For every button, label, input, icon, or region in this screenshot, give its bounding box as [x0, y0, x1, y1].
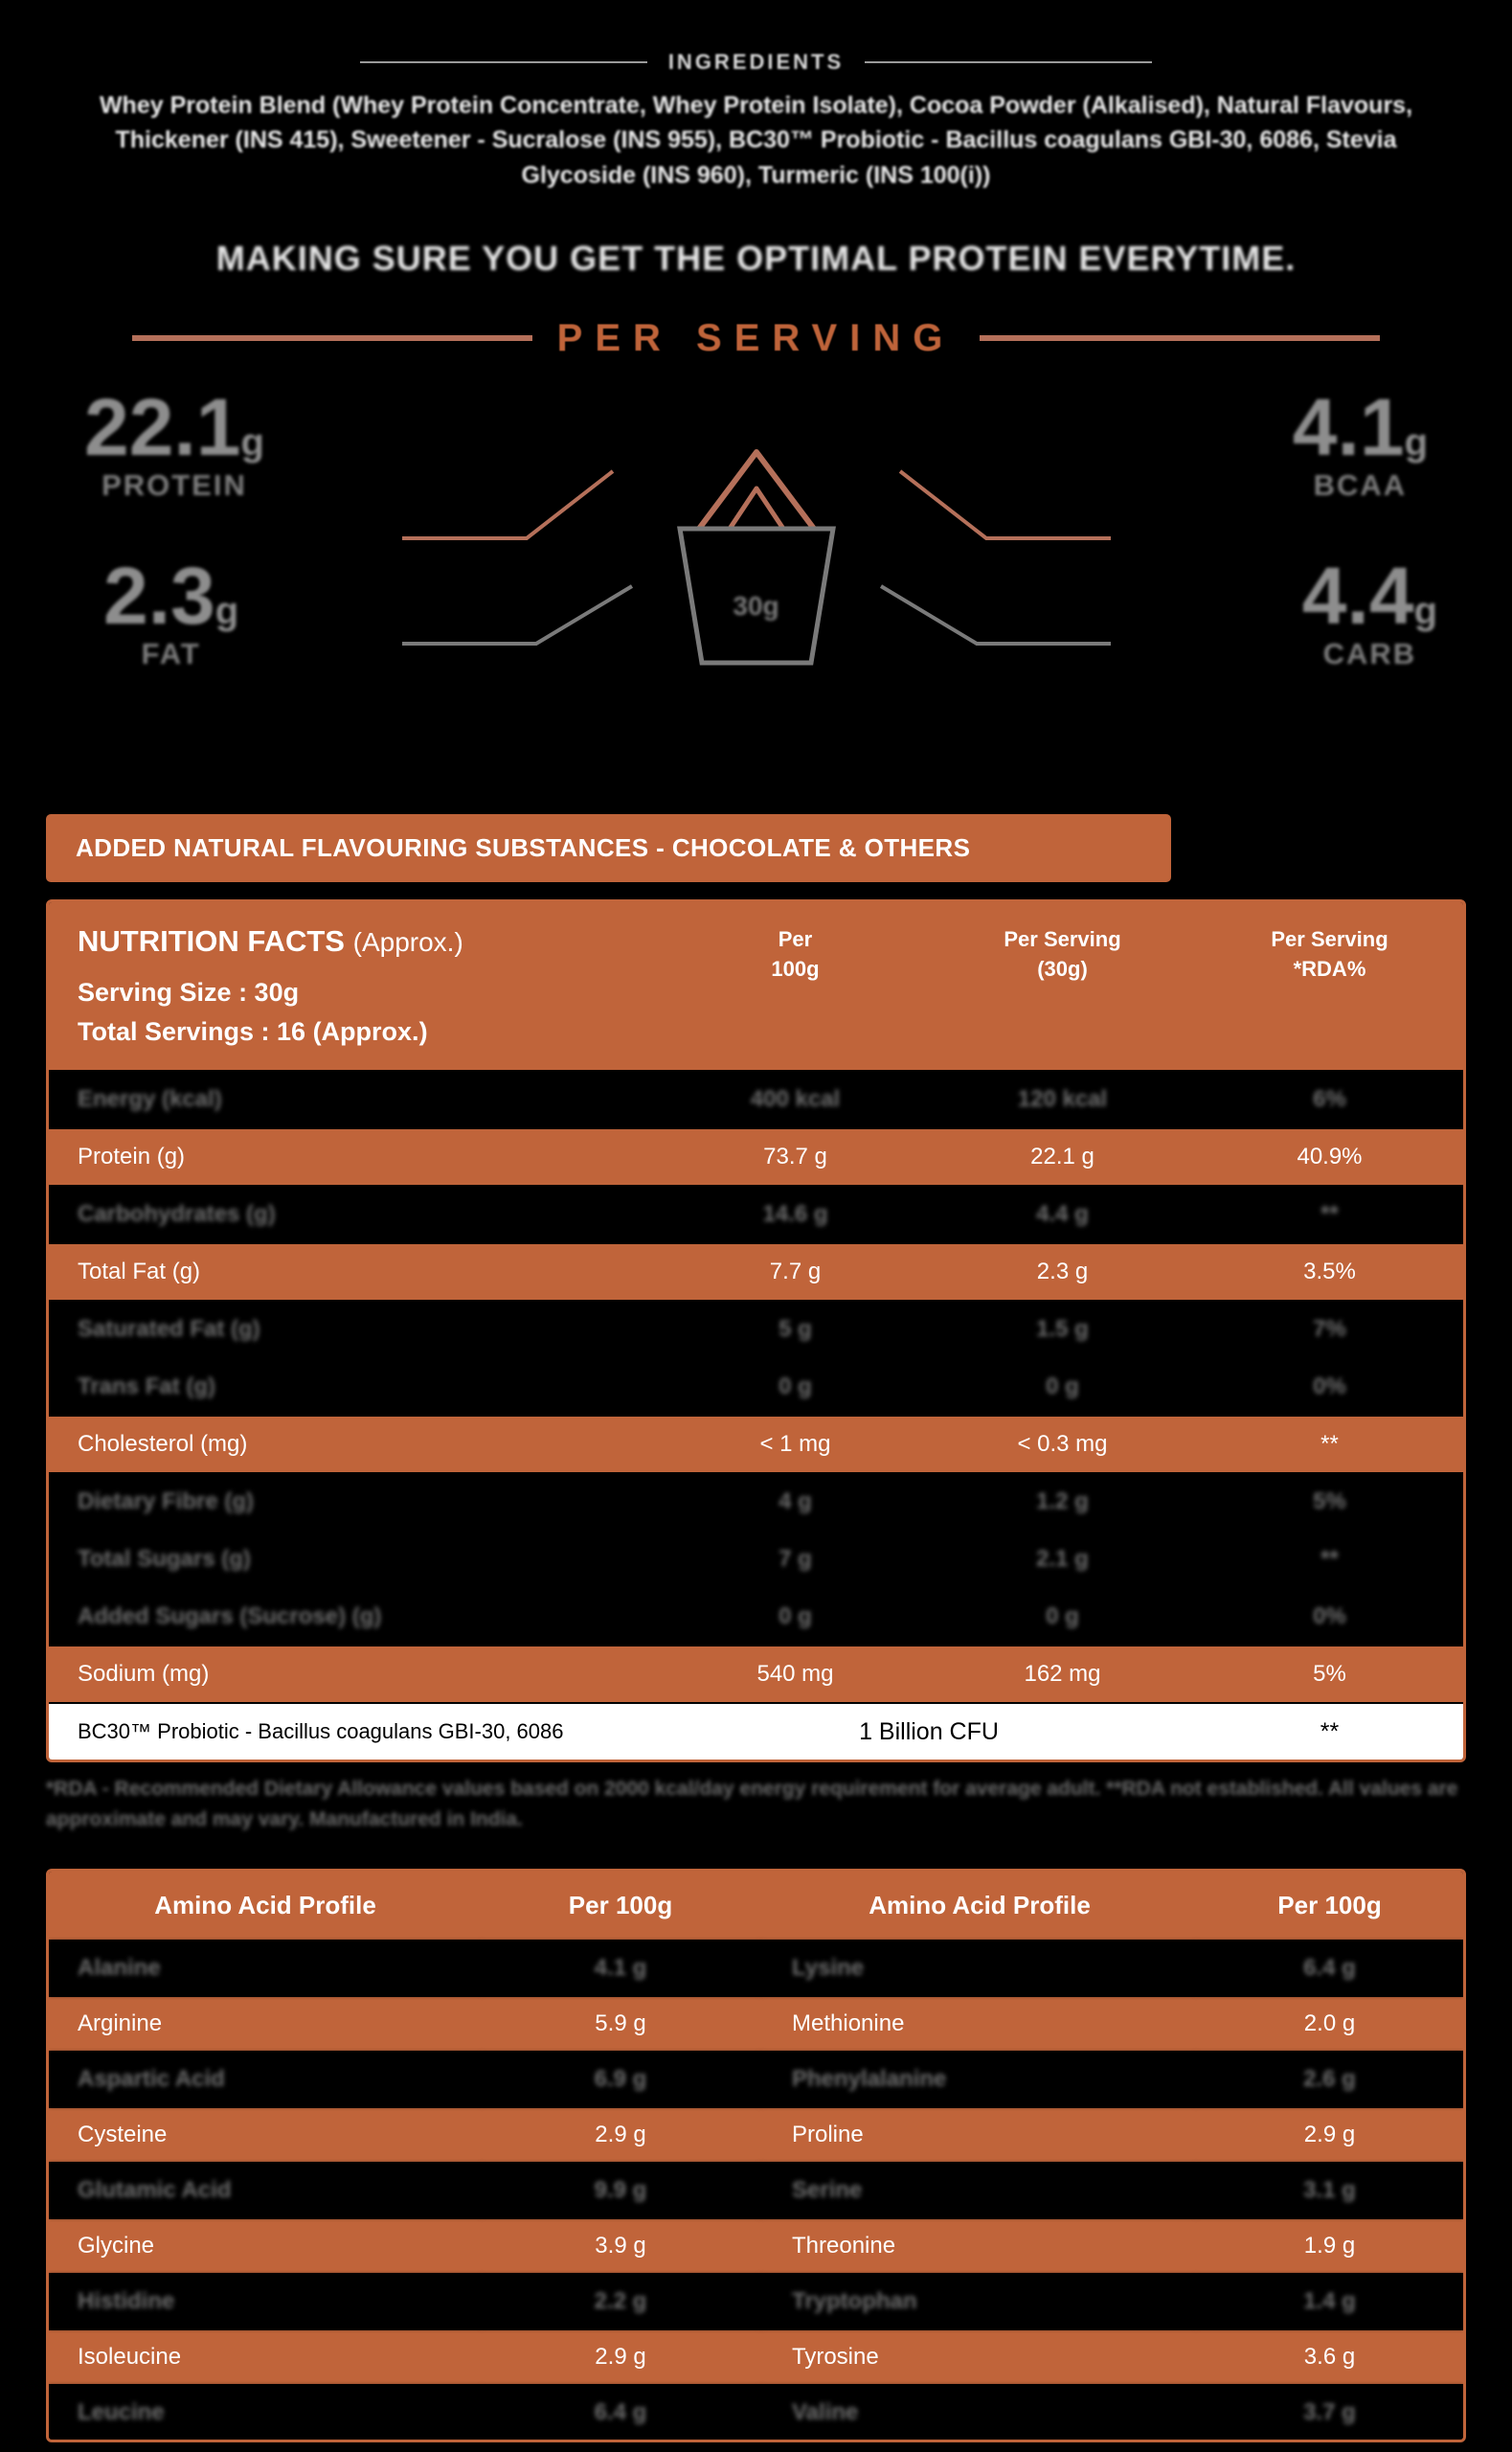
- serving-info: [49, 920, 662, 1052]
- scoop-illustration: [393, 395, 1120, 706]
- macro-bcaa-value: 4.1g: [1292, 381, 1428, 472]
- macro-protein-value: 22.1g: [84, 381, 264, 472]
- per-serving-rule-left: [132, 335, 532, 341]
- rule-right: [865, 61, 1152, 63]
- nutrition-table-header: [49, 902, 1463, 1071]
- table-row: Energy (kcal) 400 kcal 120 kcal 6%: [49, 1070, 1463, 1127]
- table-row: Sodium (mg) 540 mg 162 mg 5%: [49, 1645, 1463, 1702]
- per-serving-header: [0, 317, 1512, 360]
- table-row: Histidine 2.2 g Tryptophan 1.4 g: [49, 2273, 1463, 2328]
- table-row: Arginine 5.9 g Methionine 2.0 g: [49, 1995, 1463, 2051]
- tagline: MAKING SURE YOU GET THE OPTIMAL PROTEIN EVERYTIME.: [215, 238, 1297, 278]
- macros-section: [0, 377, 1512, 761]
- amino-table-header: Amino Acid Profile Per 100g Amino Acid Profile Per 100g: [49, 1872, 1463, 1940]
- macro-fat: [103, 550, 239, 671]
- macro-carb: [1301, 550, 1437, 671]
- macro-bcaa-label: BCAA: [1313, 468, 1408, 503]
- table-row: Glycine 3.9 g Threonine 1.9 g: [49, 2217, 1463, 2273]
- table-row: Glutamic Acid 9.9 g Serine 3.1 g: [49, 2162, 1463, 2217]
- serving-size: Serving Size : 30g: [78, 978, 300, 1008]
- table-row: Saturated Fat (g) 5 g 1.5 g 7%: [49, 1300, 1463, 1357]
- table-row: Carbohydrates (g) 14.6 g 4.4 g **: [49, 1185, 1463, 1242]
- table-row: Protein (g) 73.7 g 22.1 g 40.9%: [49, 1127, 1463, 1185]
- table-row: Aspartic Acid 6.9 g Phenylalanine 2.6 g: [49, 2051, 1463, 2106]
- col-per-serving-rda: Per Serving *RDA%: [1271, 926, 1388, 981]
- table-row: Total Fat (g) 7.7 g 2.3 g 3.5%: [49, 1242, 1463, 1300]
- nutrition-footnote: *RDA - Recommended Dietary Allowance values based on 2000 kcal/day energy requirement for average adult. **RDA not established. All values are approximate and may vary. Manufactured in India.: [46, 1778, 1458, 1830]
- table-row: Cholesterol (mg) < 1 mg < 0.3 mg **: [49, 1415, 1463, 1472]
- per-serving-rule-right: [980, 335, 1380, 341]
- table-row: Trans Fat (g) 0 g 0 g 0%: [49, 1357, 1463, 1415]
- total-servings: Total Servings : 16 (Approx.): [78, 1016, 428, 1046]
- table-row: Isoleucine 2.9 g Tyrosine 3.6 g: [49, 2328, 1463, 2384]
- ingredients-header: [0, 0, 1512, 75]
- ingredients-title: INGREDIENTS: [667, 50, 845, 74]
- scoop-size-label: 30g: [733, 590, 779, 621]
- table-row: Alanine 4.1 g Lysine 6.4 g: [49, 1940, 1463, 1995]
- table-row: Total Sugars (g) 7 g 2.1 g **: [49, 1530, 1463, 1587]
- probiotic-row: BC30™ Probiotic - Bacillus coagulans GBI-30, 6086 1 Billion CFU **: [49, 1702, 1463, 1760]
- macro-bcaa: [1292, 381, 1428, 503]
- rule-left: [360, 61, 647, 63]
- macro-fat-label: FAT: [141, 637, 201, 671]
- macro-carb-value: 4.4g: [1301, 550, 1437, 641]
- amino-acid-table: [46, 1869, 1466, 2442]
- macro-protein: [84, 381, 264, 503]
- col-per-100g: Per 100g: [771, 926, 820, 981]
- ingredients-text: Whey Protein Blend (Whey Protein Concentrate, Whey Protein Isolate), Cocoa Powder (Alkalised), Natural Flavours, Thickener (INS 415), Sweetener - Sucralose (INS 955), BC30™ Probiotic - Bacillus coagulans GBI-30, 6086, Stevia Glycoside (INS 960), Turmeric (INS 100(i)): [99, 92, 1413, 189]
- nutrition-facts-table: [46, 899, 1466, 1763]
- table-row: Added Sugars (Sucrose) (g) 0 g 0 g 0%: [49, 1587, 1463, 1645]
- table-row: Cysteine 2.9 g Proline 2.9 g: [49, 2106, 1463, 2162]
- col-per-serving: Per Serving (30g): [1004, 926, 1121, 981]
- per-serving-label: PER SERVING: [556, 316, 956, 359]
- flavour-banner: ADDED NATURAL FLAVOURING SUBSTANCES - CHOCOLATE & OTHERS: [46, 814, 1171, 882]
- macro-protein-label: PROTEIN: [102, 468, 247, 503]
- nutrition-title: NUTRITION FACTS (Approx.): [78, 923, 463, 958]
- table-row: Leucine 6.4 g Valine 3.7 g: [49, 2384, 1463, 2440]
- macro-carb-label: CARB: [1322, 637, 1417, 671]
- table-row: Dietary Fibre (g) 4 g 1.2 g 5%: [49, 1472, 1463, 1530]
- macro-fat-value: 2.3g: [103, 550, 239, 641]
